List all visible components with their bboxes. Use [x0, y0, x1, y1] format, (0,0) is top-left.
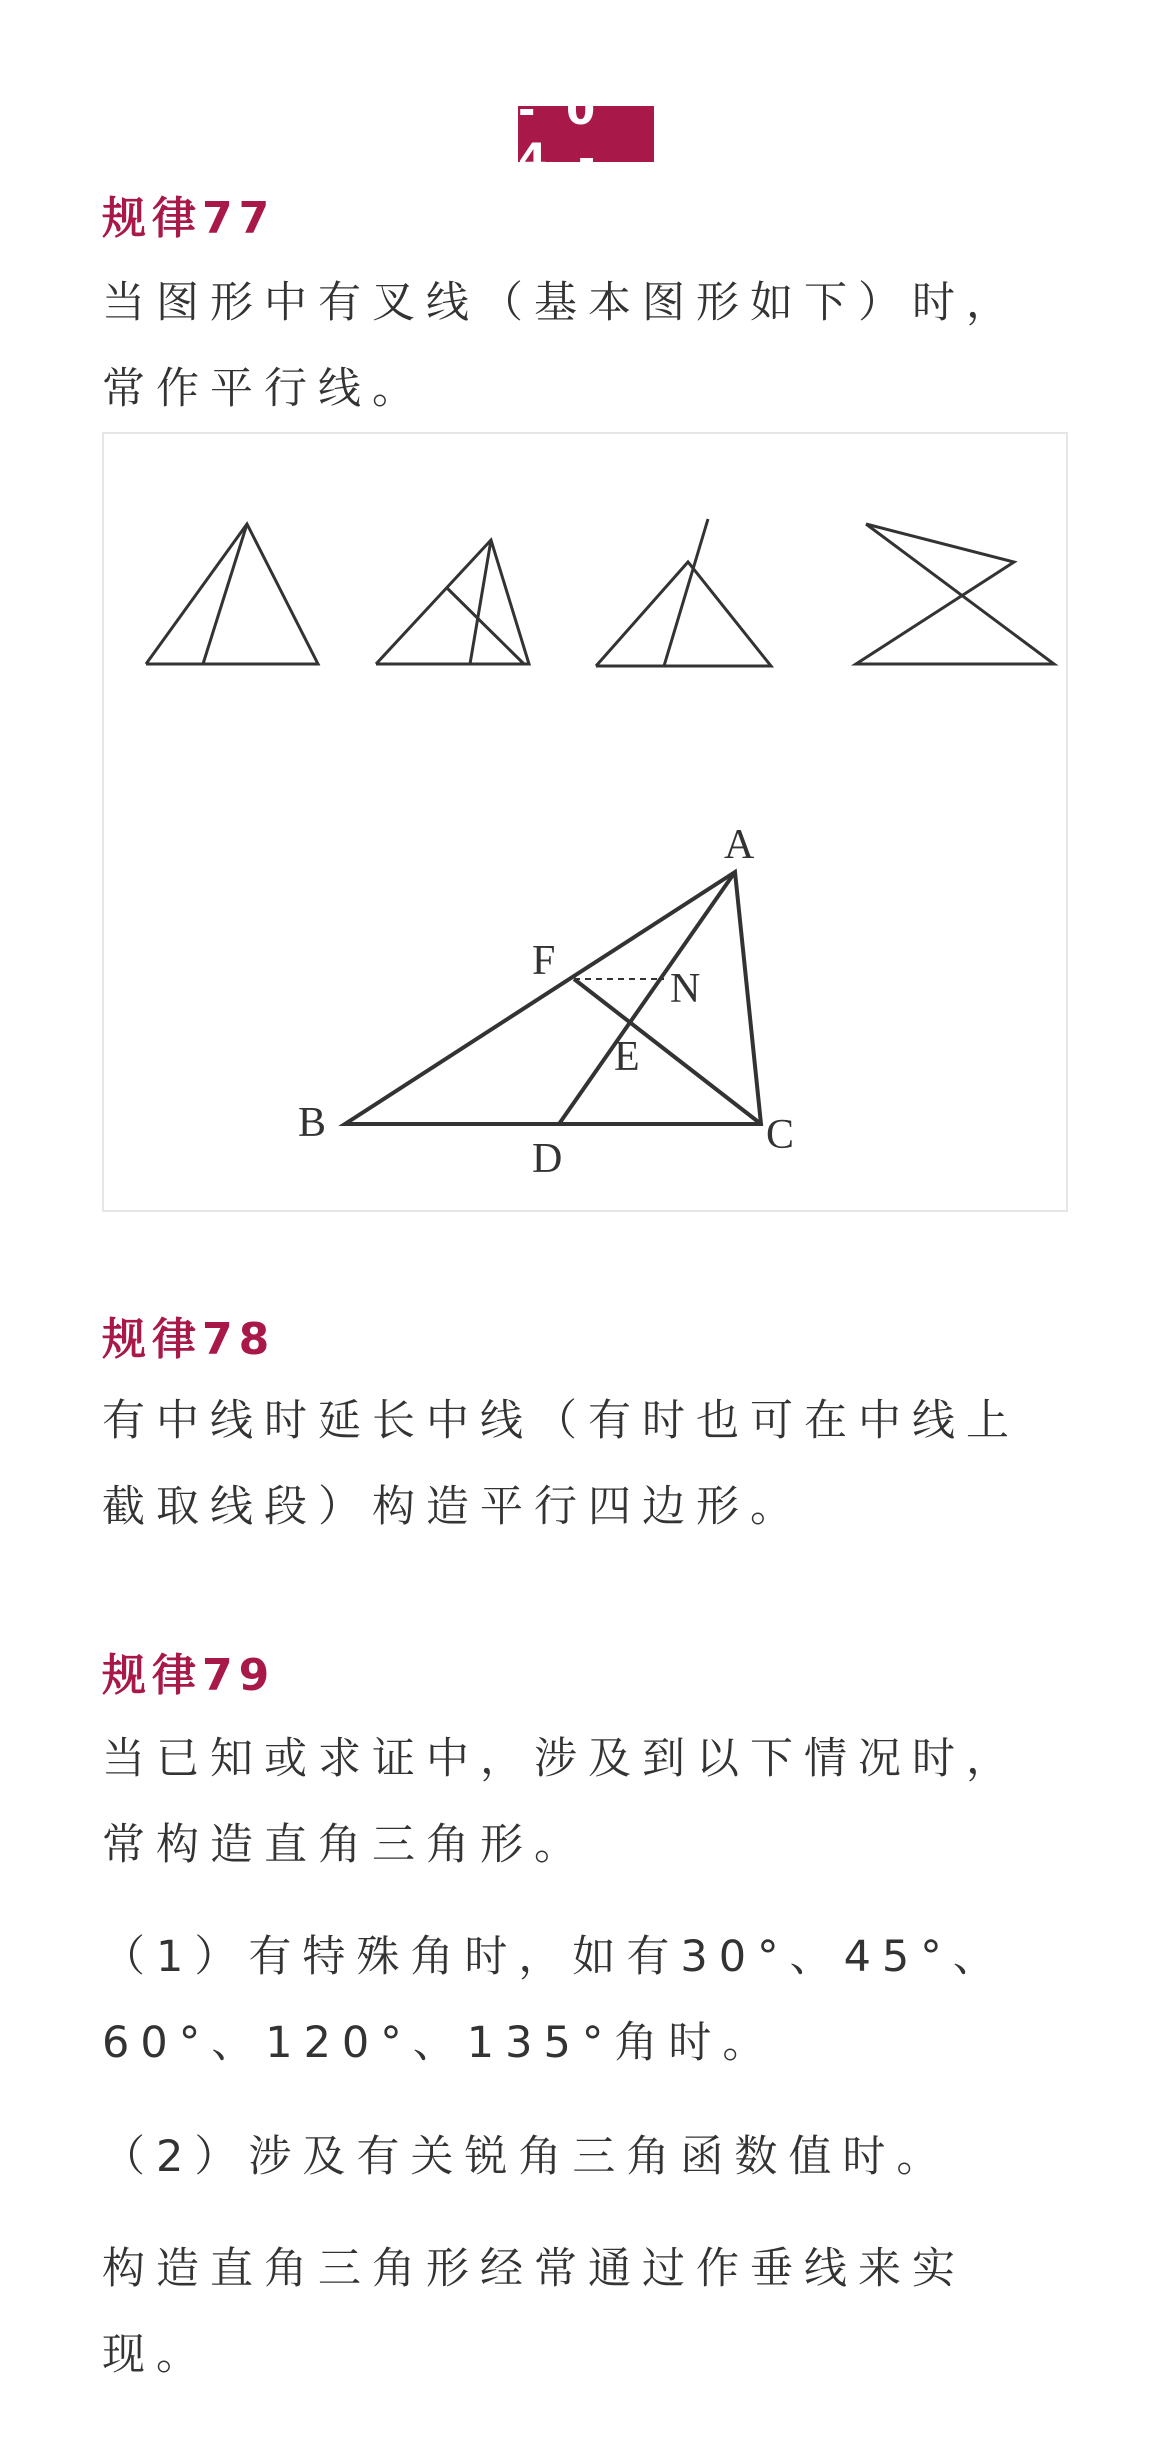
basic-shape-3-extended	[664, 519, 708, 666]
rule-79-item-2: （2）涉及有关锐角三角函数值时。	[102, 2132, 951, 2182]
rule-79-item-1-line-2: 60°、120°、135°角时。	[102, 2018, 777, 2068]
rule-79-intro-2: 常构造直角三角形。	[102, 1820, 588, 1870]
rule-77-title: 规律77	[102, 193, 276, 244]
rule-78-line-1: 有中线时延长中线（有时也可在中线上	[102, 1396, 1020, 1446]
geometry-figure	[102, 432, 1068, 1212]
rule-79-conclusion-1: 构造直角三角形经常通过作垂线来实	[102, 2244, 966, 2294]
basic-shape-3	[596, 562, 771, 666]
basic-shape-1-cevian	[203, 524, 247, 664]
rule-79-title: 规律79	[102, 1650, 276, 1701]
label-d: D	[532, 1136, 563, 1182]
label-b: B	[298, 1100, 327, 1146]
label-f: F	[532, 938, 556, 984]
rule-79-intro-1: 当已知或求证中，涉及到以下情况时，	[102, 1734, 1020, 1784]
rule-78-title: 规律78	[102, 1314, 276, 1365]
label-c: C	[766, 1112, 795, 1158]
rule-79-conclusion-2: 现。	[102, 2330, 210, 2380]
rule-77-line-2: 常作平行线。	[102, 364, 426, 414]
basic-shape-4	[856, 524, 1054, 664]
rule-78-line-2: 截取线段）构造平行四边形。	[102, 1482, 804, 1532]
segment-cf	[574, 979, 761, 1124]
label-a: A	[724, 822, 755, 868]
rule-77-line-1: 当图形中有叉线（基本图形如下）时，	[102, 278, 1020, 328]
basic-shape-1	[146, 524, 318, 664]
basic-shape-2-cross	[446, 587, 524, 664]
label-n: N	[670, 966, 701, 1012]
label-e: E	[614, 1034, 640, 1080]
segment-ad	[559, 872, 735, 1124]
rule-79-item-1-line-1: （1）有特殊角时，如有30°、45°、	[102, 1932, 1007, 1982]
section-badge: - 0 4 -	[518, 106, 654, 162]
geometry-diagram	[104, 434, 1070, 1214]
